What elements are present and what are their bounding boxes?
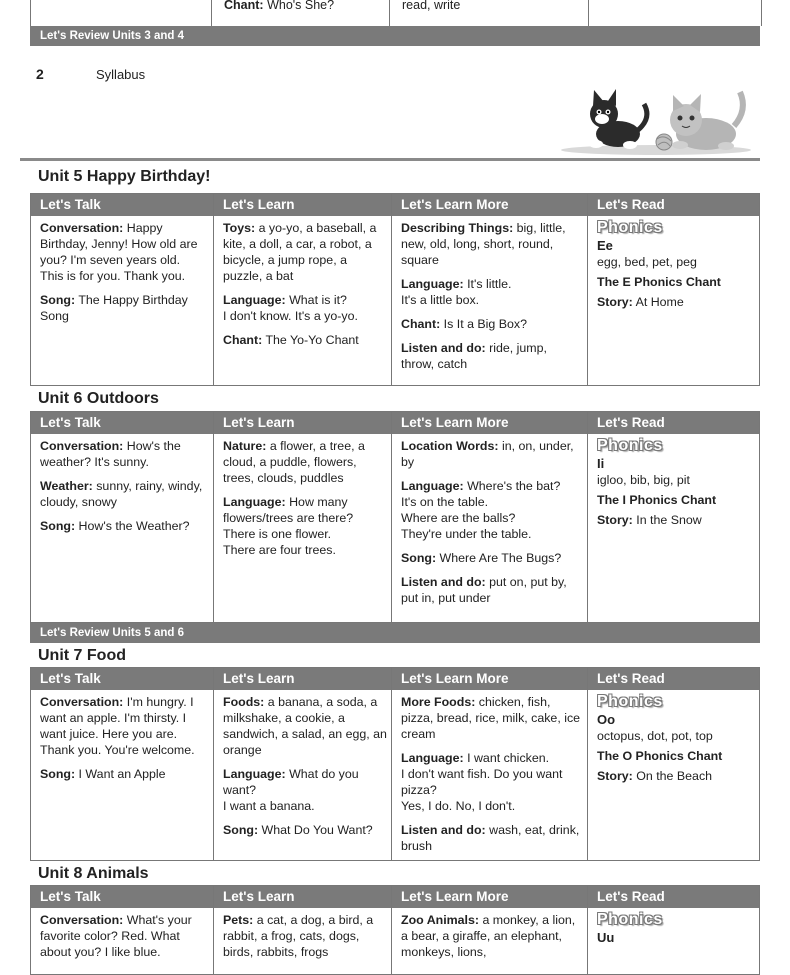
unit-7-title: Unit 7 Food [38, 647, 126, 664]
entry-label: Listen and do: [401, 341, 486, 355]
entry: Language: Where's the bat? It's on the table. Where are the balls? They're under the table. [401, 479, 561, 541]
entry-label: Location Words: [401, 439, 499, 453]
entry-label: Song: [401, 551, 437, 565]
phonics-words: igloo, bib, big, pit [597, 473, 690, 487]
read-cell [588, 220, 760, 310]
entry-label: Language: [401, 479, 464, 493]
entry-label: Song: [223, 823, 259, 837]
story: Story: At Home [597, 295, 684, 309]
entry: Nature: a flower, a tree, a cloud, a puddle, flowers, trees, clouds, puddles [223, 439, 365, 485]
entry: Song: How's the Weather? [40, 519, 190, 533]
entry-label: Listen and do: [401, 575, 486, 589]
entry-label: Language: [223, 495, 286, 509]
entry: Song: What Do You Want? [223, 823, 373, 837]
header-lets-read: Let's Read [597, 197, 665, 212]
header-lets-talk: Let's Talk [40, 197, 101, 212]
grey-cat-icon [670, 92, 743, 150]
phonics-words: octopus, dot, pot, top [597, 729, 713, 743]
entry-label: Conversation: [40, 913, 124, 927]
learn-more-cell [392, 438, 587, 614]
talk-cell [31, 694, 213, 790]
entry-label: Foods: [223, 695, 265, 709]
phonics-letters: Ee [597, 238, 613, 253]
cats-illustration [556, 84, 756, 156]
entry: Song: The Happy Birthday Song [40, 293, 188, 323]
unit-6-title: Unit 6 Outdoors [38, 390, 159, 407]
unit-5-title: Unit 5 Happy Birthday! [38, 168, 211, 185]
entry-label: Song: [40, 293, 76, 307]
entry-label: Chant: [223, 333, 263, 347]
entry-label: Song: [40, 519, 76, 533]
entry-label: Conversation: [40, 439, 124, 453]
phonics-logo: Phonics [597, 693, 663, 710]
entry: Language: What is it? I don't know. It's a yo-yo. [223, 293, 358, 323]
entry: Conversation: Happy Birthday, Jenny! How old are you? I'm seven years old. This is for you. Thank you. [40, 221, 198, 283]
entry: Chant: The Yo-Yo Chant [223, 333, 359, 347]
entry-label: Language: [401, 277, 464, 291]
entry: Language: What do you want? I want a banana. [223, 767, 359, 813]
entry: Listen and do: put on, put by, put in, put under [401, 575, 567, 605]
entry-label: Language: [401, 751, 464, 765]
header-lets-learn-more: Let's Learn More [401, 671, 509, 686]
entry-label: Listen and do: [401, 823, 486, 837]
learn-cell [214, 694, 391, 846]
entry-label: More Foods: [401, 695, 476, 709]
entry: Zoo Animals: a monkey, a lion, a bear, a giraffe, an elephant, monkeys, lions, [401, 913, 576, 959]
header-lets-learn: Let's Learn [223, 197, 295, 212]
phonics-logo: Phonics [597, 911, 663, 928]
entry-label: Language: [223, 767, 286, 781]
entry: Toys: a yo-yo, a baseball, a kite, a doll, a car, a robot, a bicycle, a jump rope, a puzzle, a bat [223, 221, 377, 283]
read-cell [588, 438, 760, 528]
learn-cell [214, 438, 391, 566]
entry: Listen and do: ride, jump, throw, catch [401, 341, 547, 371]
review-bar-units-5-6: Let's Review Units 5 and 6 [30, 623, 760, 643]
entry: Language: It's little. It's a little box. [401, 277, 512, 307]
header-lets-learn: Let's Learn [223, 415, 295, 430]
phonics-chant: The E Phonics Chant [597, 275, 721, 289]
previous-table-row [30, 0, 762, 26]
header-lets-learn-more: Let's Learn More [401, 415, 509, 430]
column-divider [211, 0, 212, 26]
entry: More Foods: chicken, fish, pizza, bread, rice, milk, cake, ice cream [401, 695, 581, 741]
header-lets-read: Let's Read [597, 889, 665, 904]
entry-label: Pets: [223, 913, 254, 927]
phonics-words: egg, bed, pet, peg [597, 255, 697, 269]
entry: Weather: sunny, rainy, windy, cloudy, snowy [40, 479, 203, 509]
talk-cell [31, 220, 213, 332]
header-lets-read: Let's Read [597, 415, 665, 430]
column-divider [389, 0, 390, 26]
entry-label: Toys: [223, 221, 256, 235]
header-lets-read: Let's Read [597, 671, 665, 686]
unit-8-table [30, 885, 760, 975]
phonics-letters: Oo [597, 712, 616, 727]
header-lets-learn: Let's Learn [223, 671, 295, 686]
phonics-logo: Phonics [597, 219, 663, 236]
header-lets-talk: Let's Talk [40, 889, 101, 904]
header-separator [20, 158, 760, 161]
column-divider [588, 0, 589, 26]
learn-more-cell [392, 220, 587, 380]
black-cat-icon [589, 89, 647, 149]
entry-label: Chant: [401, 317, 441, 331]
prev-chant: Chant: Who's She? [224, 0, 335, 12]
entry: Conversation: I'm hungry. I want an apple. I'm thirsty. I want juice. Here you are. Thank you. You're welcome. [40, 695, 195, 757]
phonics-logo: Phonics [597, 437, 663, 454]
yarn-ball-icon [656, 134, 672, 150]
phonics-chant: The O Phonics Chant [597, 749, 723, 763]
entry: Song: I Want an Apple [40, 767, 166, 781]
header-lets-learn: Let's Learn [223, 889, 295, 904]
entry-label: Language: [223, 293, 286, 307]
entry-label: Describing Things: [401, 221, 514, 235]
header-lets-learn-more: Let's Learn More [401, 197, 509, 212]
read-cell [588, 694, 760, 784]
page-label: Syllabus [96, 67, 146, 82]
phonics-chant: The I Phonics Chant [597, 493, 717, 507]
page-number: 2 [36, 66, 44, 82]
entry-label: Conversation: [40, 695, 124, 709]
header-lets-talk: Let's Talk [40, 671, 101, 686]
entry-label: Conversation: [40, 221, 124, 235]
entry-label: Weather: [40, 479, 93, 493]
entry: Language: I want chicken. I don't want fish. Do you want pizza? Yes, I do. No, I don't. [401, 751, 563, 813]
header-lets-talk: Let's Talk [40, 415, 101, 430]
learn-more-cell [392, 694, 587, 862]
entry: Describing Things: big, little, new, old, long, short, round, square [401, 221, 566, 267]
review-bar-units-3-4: Let's Review Units 3 and 4 [30, 26, 760, 46]
entry: Listen and do: wash, eat, drink, brush [401, 823, 580, 853]
entry: Conversation: How's the weather? It's sunny. [40, 439, 181, 469]
entry: Chant: Is It a Big Box? [401, 317, 528, 331]
entry-label: Song: [40, 767, 76, 781]
story: Story: On the Beach [597, 769, 713, 783]
entry: Location Words: in, on, under, by [401, 439, 574, 469]
story: Story: In the Snow [597, 513, 702, 527]
entry: Language: How many flowers/trees are there? There is one flower. There are four trees. [223, 495, 354, 557]
unit-8-title: Unit 8 Animals [38, 865, 149, 882]
talk-cell [31, 438, 213, 542]
header-lets-learn-more: Let's Learn More [401, 889, 509, 904]
phonics-letters: Ii [597, 456, 605, 471]
entry: Song: Where Are The Bugs? [401, 551, 562, 565]
read-cell [588, 912, 760, 946]
entry: Foods: a banana, a soda, a milkshake, a cookie, a sandwich, a salad, an egg, an orange [223, 695, 387, 757]
entry-label: Nature: [223, 439, 267, 453]
unit-5-table [30, 193, 760, 386]
learn-cell [214, 220, 391, 356]
prev-read-write: read, write [402, 0, 461, 12]
unit-6-table [30, 411, 760, 623]
unit-7-table [30, 667, 760, 861]
entry: Conversation: What's your favorite color? Red. What about you? I like blue. [40, 913, 192, 959]
entry-label: Zoo Animals: [401, 913, 480, 927]
entry: Pets: a cat, a dog, a bird, a rabbit, a frog, cats, dogs, birds, rabbits, frogs [223, 913, 374, 959]
phonics-letters: Uu [597, 930, 615, 945]
